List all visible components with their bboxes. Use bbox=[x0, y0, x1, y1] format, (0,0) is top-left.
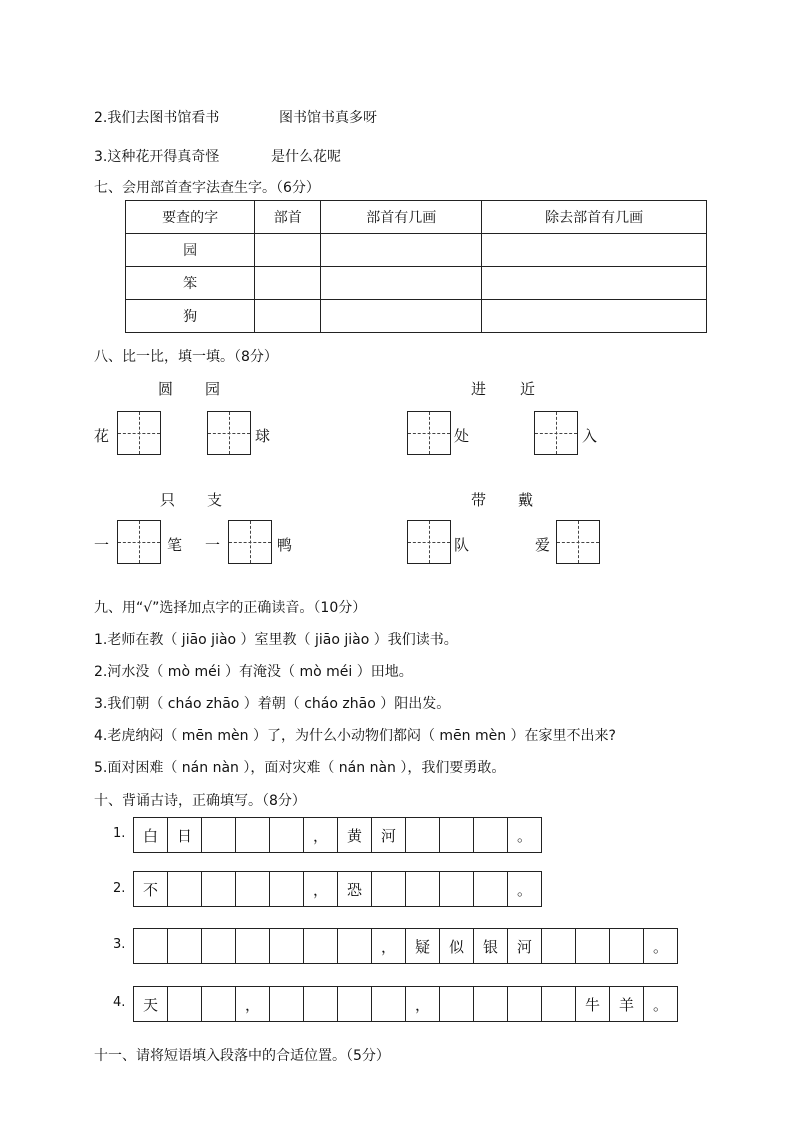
poem-grid-row bbox=[133, 986, 678, 1022]
poem-char-cell: 。 bbox=[508, 872, 542, 906]
poem-blank-cell[interactable] bbox=[270, 987, 304, 1021]
poem-char-cell: ， bbox=[236, 987, 270, 1021]
answer-cell[interactable] bbox=[482, 234, 707, 267]
tianzige-box[interactable] bbox=[207, 411, 251, 455]
tianzige-box[interactable] bbox=[407, 520, 451, 564]
tianzige-box[interactable] bbox=[117, 520, 161, 564]
sentence-2-part-a: 2.我们去图书馆看书 bbox=[94, 110, 220, 126]
context-char: 笔 bbox=[167, 536, 183, 554]
poem-blank-cell[interactable] bbox=[542, 987, 576, 1021]
table-row bbox=[126, 267, 707, 300]
pair-char: 进 bbox=[471, 380, 487, 398]
poem-char-cell: ， bbox=[406, 987, 440, 1021]
table-header: 部首 bbox=[255, 201, 321, 234]
poem-blank-cell[interactable] bbox=[168, 987, 202, 1021]
poem-blank-cell[interactable] bbox=[168, 872, 202, 906]
section-8-title: 八、比一比，填一填。（8分） bbox=[94, 349, 278, 365]
table-header-row bbox=[126, 201, 707, 234]
poem-char-cell: 恐 bbox=[338, 872, 372, 906]
poem-char-cell: 银 bbox=[474, 929, 508, 963]
poem-blank-cell[interactable] bbox=[270, 818, 304, 852]
poem-blank-cell[interactable] bbox=[474, 872, 508, 906]
section-7-title: 七、会用部首查字法查生字。（6分） bbox=[94, 180, 320, 196]
poem-char-cell: ， bbox=[372, 929, 406, 963]
poem-blank-cell[interactable] bbox=[440, 818, 474, 852]
sentence-3-part-b: 是什么花呢 bbox=[271, 149, 341, 165]
poem-blank-cell[interactable] bbox=[440, 987, 474, 1021]
tianzige-box[interactable] bbox=[556, 520, 600, 564]
table-header: 要查的字 bbox=[126, 201, 255, 234]
poem-char-cell: 河 bbox=[372, 818, 406, 852]
poem-grid-row bbox=[133, 871, 542, 907]
poem-blank-cell[interactable] bbox=[202, 872, 236, 906]
tianzige-box[interactable] bbox=[117, 411, 161, 455]
poem-number: 1. bbox=[113, 826, 126, 841]
poem-char-cell: 。 bbox=[644, 987, 678, 1021]
sentence-3-part-a: 3.这种花开得真奇怪 bbox=[94, 149, 220, 165]
pair-char: 只 bbox=[160, 491, 176, 509]
pair-char: 园 bbox=[205, 380, 221, 398]
pair-char: 支 bbox=[207, 491, 223, 509]
table-row bbox=[126, 300, 707, 333]
context-char: 队 bbox=[454, 536, 470, 554]
pinyin-question: 2.河水没（ mò méi ）有淹没（ mò méi ）田地。 bbox=[94, 664, 413, 680]
poem-blank-cell[interactable] bbox=[372, 872, 406, 906]
poem-blank-cell[interactable] bbox=[134, 929, 168, 963]
sentence-2-part-b: 图书馆书真多呀 bbox=[279, 110, 377, 126]
context-char: 一 bbox=[205, 536, 221, 554]
poem-char-cell: 。 bbox=[508, 818, 542, 852]
context-char: 花 bbox=[94, 427, 110, 445]
tianzige-box[interactable] bbox=[407, 411, 451, 455]
poem-blank-cell[interactable] bbox=[406, 818, 440, 852]
context-char: 鸭 bbox=[277, 536, 293, 554]
table-header: 部首有几画 bbox=[321, 201, 482, 234]
section-9-title: 九、用“√”选择加点字的正确读音。（10分） bbox=[94, 600, 367, 616]
poem-char-cell: 白 bbox=[134, 818, 168, 852]
tianzige-box[interactable] bbox=[228, 520, 272, 564]
context-char: 球 bbox=[255, 427, 271, 445]
poem-blank-cell[interactable] bbox=[440, 872, 474, 906]
poem-char-cell: 羊 bbox=[610, 987, 644, 1021]
poem-char-cell: 疑 bbox=[406, 929, 440, 963]
poem-blank-cell[interactable] bbox=[576, 929, 610, 963]
tianzige-box[interactable] bbox=[534, 411, 578, 455]
poem-char-cell: 河 bbox=[508, 929, 542, 963]
poem-blank-cell[interactable] bbox=[406, 872, 440, 906]
poem-blank-cell[interactable] bbox=[168, 929, 202, 963]
table-row bbox=[126, 234, 707, 267]
lookup-char: 笨 bbox=[126, 267, 255, 300]
answer-cell[interactable] bbox=[482, 267, 707, 300]
answer-cell[interactable] bbox=[255, 267, 321, 300]
pair-char: 带 bbox=[471, 491, 487, 509]
lookup-char: 园 bbox=[126, 234, 255, 267]
poem-char-cell: 天 bbox=[134, 987, 168, 1021]
pinyin-question: 1.老师在教（ jiāo jiào ）室里教（ jiāo jiào ）我们读书。 bbox=[94, 632, 458, 648]
poem-blank-cell[interactable] bbox=[202, 818, 236, 852]
poem-number: 2. bbox=[113, 881, 126, 896]
answer-cell[interactable] bbox=[321, 234, 482, 267]
poem-char-cell: 。 bbox=[644, 929, 678, 963]
poem-char-cell: 日 bbox=[168, 818, 202, 852]
poem-char-cell: ， bbox=[304, 872, 338, 906]
poem-number: 4. bbox=[113, 995, 126, 1010]
poem-blank-cell[interactable] bbox=[508, 987, 542, 1021]
poem-blank-cell[interactable] bbox=[542, 929, 576, 963]
section-10-title: 十、背诵古诗，正确填写。（8分） bbox=[94, 793, 306, 809]
lookup-char: 狗 bbox=[126, 300, 255, 333]
pinyin-question: 4.老虎纳闷（ mēn mèn ）了，为什么小动物们都闷（ mēn mèn ）在家里不出来? bbox=[94, 728, 616, 744]
poem-blank-cell[interactable] bbox=[338, 987, 372, 1021]
poem-blank-cell[interactable] bbox=[474, 818, 508, 852]
pair-char: 圆 bbox=[158, 380, 174, 398]
answer-cell[interactable] bbox=[482, 300, 707, 333]
poem-blank-cell[interactable] bbox=[236, 929, 270, 963]
poem-char-cell: 牛 bbox=[576, 987, 610, 1021]
poem-blank-cell[interactable] bbox=[202, 987, 236, 1021]
poem-char-cell: 不 bbox=[134, 872, 168, 906]
answer-cell[interactable] bbox=[321, 267, 482, 300]
poem-char-cell: 黄 bbox=[338, 818, 372, 852]
answer-cell[interactable] bbox=[321, 300, 482, 333]
poem-grid-row bbox=[133, 928, 678, 964]
poem-blank-cell[interactable] bbox=[304, 929, 338, 963]
context-char: 入 bbox=[582, 427, 598, 445]
context-char: 一 bbox=[94, 536, 110, 554]
poem-blank-cell[interactable] bbox=[236, 818, 270, 852]
poem-blank-cell[interactable] bbox=[474, 987, 508, 1021]
answer-cell[interactable] bbox=[255, 234, 321, 267]
context-char: 爱 bbox=[535, 536, 551, 554]
poem-number: 3. bbox=[113, 937, 126, 952]
poem-grid-row bbox=[133, 817, 542, 853]
poem-blank-cell[interactable] bbox=[236, 872, 270, 906]
pair-char: 戴 bbox=[518, 491, 534, 509]
pinyin-question: 5.面对困难（ nán nàn ），面对灾难（ nán nàn ），我们要勇敢。 bbox=[94, 760, 506, 776]
poem-blank-cell[interactable] bbox=[372, 987, 406, 1021]
pair-char: 近 bbox=[520, 380, 536, 398]
poem-char-cell: 似 bbox=[440, 929, 474, 963]
poem-blank-cell[interactable] bbox=[338, 929, 372, 963]
poem-blank-cell[interactable] bbox=[610, 929, 644, 963]
section-11-title: 十一、请将短语填入段落中的合适位置。（5分） bbox=[94, 1048, 390, 1064]
poem-blank-cell[interactable] bbox=[304, 987, 338, 1021]
answer-cell[interactable] bbox=[255, 300, 321, 333]
poem-char-cell: ， bbox=[304, 818, 338, 852]
radical-lookup-table bbox=[125, 200, 707, 333]
poem-blank-cell[interactable] bbox=[202, 929, 236, 963]
poem-blank-cell[interactable] bbox=[270, 929, 304, 963]
poem-blank-cell[interactable] bbox=[270, 872, 304, 906]
pinyin-question: 3.我们朝（ cháo zhāo ）着朝（ cháo zhāo ）阳出发。 bbox=[94, 696, 451, 712]
context-char: 处 bbox=[454, 427, 470, 445]
table-header: 除去部首有几画 bbox=[482, 201, 707, 234]
